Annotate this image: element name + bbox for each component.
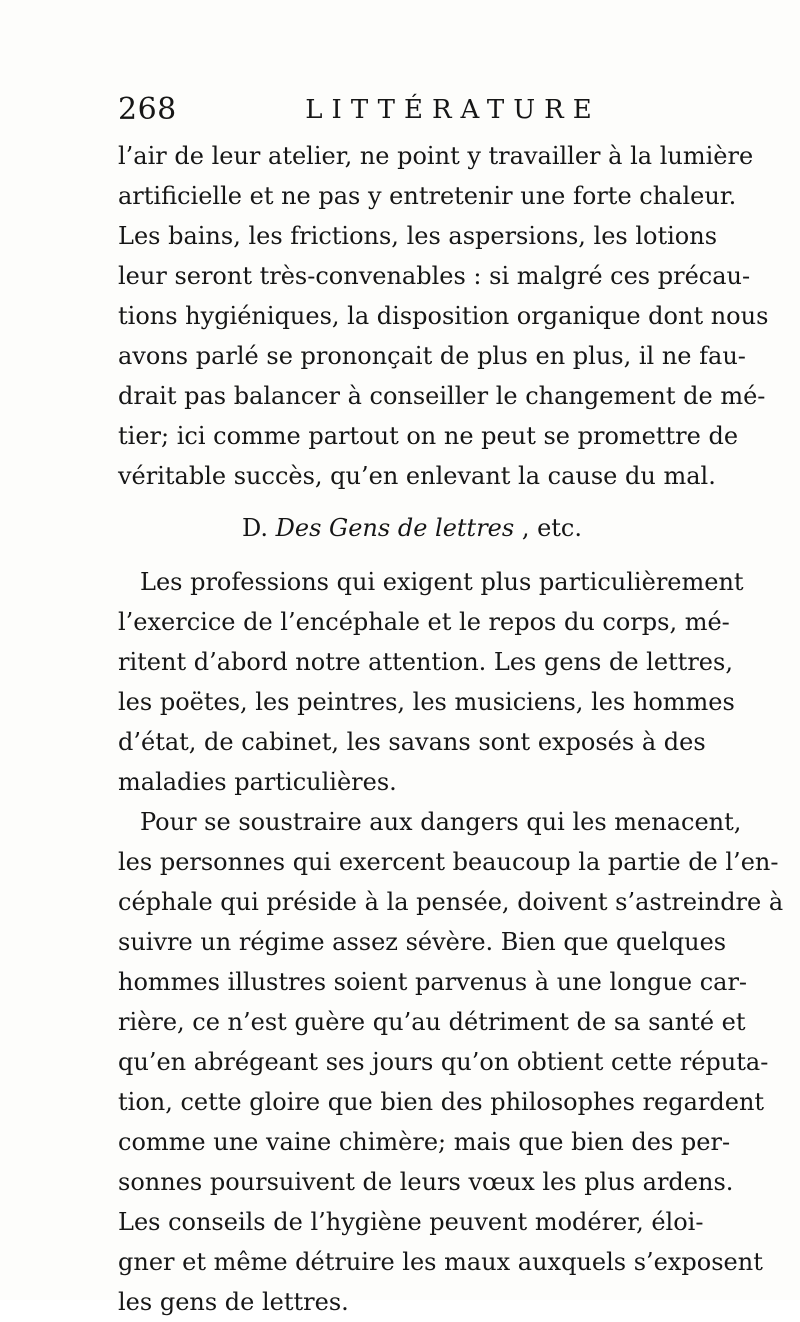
text-line: d’état, de cabinet, les savans sont exposés à des bbox=[118, 728, 706, 756]
text-line: les personnes qui exercent beaucoup la partie de l’en- bbox=[118, 848, 779, 876]
running-title: LITTÉRATURE bbox=[305, 95, 601, 125]
text-line: Pour se soustraire aux dangers qui les menacent, bbox=[140, 808, 742, 836]
text-line: véritable succès, qu’en enlevant la cause du mal. bbox=[118, 462, 716, 490]
text-line: drait pas balancer à conseiller le changement de mé- bbox=[118, 382, 766, 410]
text-line: suivre un régime assez sévère. Bien que quelques bbox=[118, 928, 727, 956]
text-line: maladies particulières. bbox=[118, 768, 397, 796]
text-line: Les professions qui exigent plus particulièrement bbox=[140, 568, 744, 596]
body-text bbox=[118, 136, 784, 1322]
paragraph-1 bbox=[118, 136, 769, 496]
text-line: les gens de lettres. bbox=[118, 1288, 349, 1316]
text-line: tier; ici comme partout on ne peut se promettre de bbox=[118, 422, 739, 450]
text-line: rière, ce n’est guère qu’au détriment de sa santé et bbox=[118, 1008, 746, 1036]
text-line: qu’en abrégeant ses jours qu’on obtient cette réputa- bbox=[118, 1048, 769, 1076]
section-heading bbox=[118, 508, 684, 548]
page-number: 268 bbox=[118, 92, 177, 127]
paragraph-3 bbox=[118, 802, 784, 1322]
text-line: gner et même détruire les maux auxquels s’exposent bbox=[118, 1248, 763, 1276]
text-line: les poëtes, les peintres, les musiciens, les hommes bbox=[118, 688, 735, 716]
text-line: Les conseils de l’hygiène peuvent modérer, éloi- bbox=[118, 1208, 704, 1236]
text-line: Les bains, les frictions, les aspersions, les lotions bbox=[118, 222, 718, 250]
text-line: tions hygiéniques, la disposition organique dont nous bbox=[118, 302, 769, 330]
text-line: l’exercice de l’encéphale et le repos du corps, mé- bbox=[118, 608, 730, 636]
section-title: Des Gens de lettres bbox=[275, 514, 515, 542]
section-suffix: , etc. bbox=[521, 514, 583, 542]
text-line: leur seront très-convenables : si malgré ces précau- bbox=[118, 262, 751, 290]
page-header bbox=[118, 92, 678, 132]
text-line: hommes illustres soient parvenus à une longue car- bbox=[118, 968, 748, 996]
text-line: tion, cette gloire que bien des philosophes regardent bbox=[118, 1088, 765, 1116]
text-line: comme une vaine chimère; mais que bien des per- bbox=[118, 1128, 731, 1156]
text-line: céphale qui préside à la pensée, doivent s’astreindre à bbox=[118, 888, 784, 916]
section-letter: D. bbox=[242, 514, 269, 542]
text-line: sonnes poursuivent de leurs vœux les plus ardens. bbox=[118, 1168, 734, 1196]
text-line: artificielle et ne pas y entretenir une forte chaleur. bbox=[118, 182, 737, 210]
text-line: l’air de leur atelier, ne point y travailler à la lumière bbox=[118, 142, 754, 170]
text-line: avons parlé se prononçait de plus en plus, il ne fau- bbox=[118, 342, 746, 370]
text-line: ritent d’abord notre attention. Les gens de lettres, bbox=[118, 648, 733, 676]
paragraph-2 bbox=[118, 562, 744, 802]
